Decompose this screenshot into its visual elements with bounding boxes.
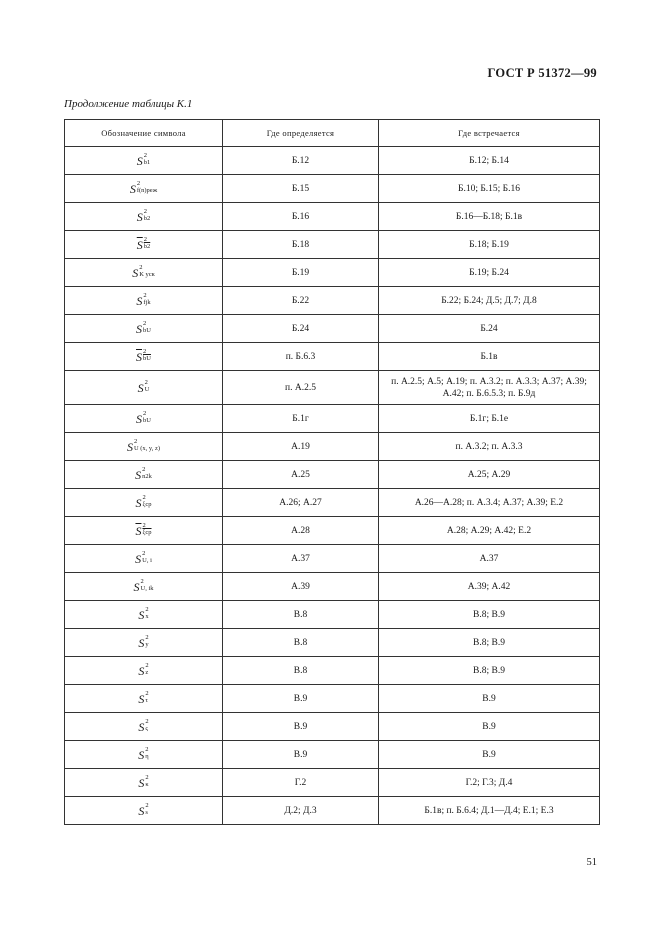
table-body	[65, 147, 600, 825]
defined-cell: Б.1г	[223, 405, 379, 433]
symbol-subscript: U, ik	[140, 584, 154, 592]
symbol-scripts	[143, 320, 151, 334]
defined-cell: В.9	[223, 685, 379, 713]
symbol-cell	[65, 231, 223, 259]
symbol-cell	[65, 371, 223, 405]
symbol-notation	[136, 291, 151, 308]
symbol-subscript: bU	[143, 326, 151, 334]
symbol-base: S	[137, 380, 144, 395]
table-row	[65, 769, 600, 797]
symbol-superscript: 2	[142, 549, 146, 557]
symbol-notation	[138, 689, 149, 706]
symbol-superscript: 2	[143, 151, 147, 159]
symbol-cell	[65, 713, 223, 741]
symbol-notation	[136, 409, 151, 426]
symbol-notation	[135, 549, 152, 566]
symbol-notation	[135, 521, 152, 538]
table-row	[65, 175, 600, 203]
symbol-base: S	[136, 209, 143, 224]
symbol-notation	[138, 801, 149, 818]
defined-cell: Б.19	[223, 259, 379, 287]
table-header-row	[65, 120, 600, 147]
defined-cell: п. Б.6.3	[223, 343, 379, 371]
defined-cell: А.28	[223, 517, 379, 545]
symbol-notation	[136, 151, 151, 168]
standard-code: ГОСТ Р 51372—99	[487, 66, 597, 80]
symbol-cell	[65, 769, 223, 797]
defined-cell: Б.15	[223, 175, 379, 203]
table-row	[65, 741, 600, 769]
symbol-superscript: 2	[144, 378, 148, 386]
symbol-cell	[65, 741, 223, 769]
symbol-subscript: x	[145, 612, 149, 620]
symbol-subscript: U	[144, 385, 150, 393]
symbol-base: S	[138, 663, 145, 678]
symbol-base: S	[133, 579, 140, 594]
symbol-subscript: s	[145, 808, 148, 816]
symbol-subscript: y	[145, 640, 149, 648]
symbol-superscript: 2	[145, 773, 149, 781]
column-header-defined: Где определяется	[223, 120, 379, 147]
symbol-notation	[136, 235, 151, 252]
symbol-cell	[65, 797, 223, 825]
table-row	[65, 259, 600, 287]
table-row	[65, 433, 600, 461]
symbol-base: S	[129, 181, 136, 196]
symbol-scripts	[145, 746, 148, 760]
symbol-cell	[65, 545, 223, 573]
table-caption: Продолжение таблицы К.1	[64, 98, 193, 110]
symbol-superscript: 2	[145, 745, 149, 753]
symbol-notation	[138, 773, 149, 790]
symbol-scripts	[144, 208, 151, 222]
symbol-notation	[138, 745, 149, 762]
defined-cell: А.39	[223, 573, 379, 601]
symbol-notation	[126, 437, 161, 454]
symbol-base: S	[138, 607, 145, 622]
symbol-cell	[65, 601, 223, 629]
symbol-subscript: fjk	[143, 298, 151, 306]
symbol-base: S	[136, 321, 143, 336]
symbol-superscript: 2	[142, 521, 146, 529]
table-row	[65, 203, 600, 231]
symbol-scripts	[142, 550, 152, 564]
used-cell: А.26—А.28; п. А.3.4; А.37; А.39; Е.2	[379, 489, 600, 517]
table-row	[65, 797, 600, 825]
symbol-base: S	[138, 719, 145, 734]
symbol-base: $\overline{S}$	[136, 349, 143, 364]
table-row	[65, 315, 600, 343]
symbol-subscript: η	[145, 752, 149, 760]
symbol-cell	[65, 657, 223, 685]
symbol-subscript: U, i	[142, 556, 152, 564]
defined-cell: Д.2; Д.3	[223, 797, 379, 825]
symbol-base: S	[138, 635, 145, 650]
defined-cell: Б.16	[223, 203, 379, 231]
symbol-scripts	[145, 690, 148, 704]
symbol-superscript: 2	[133, 437, 138, 445]
symbol-subscript: z	[145, 668, 149, 676]
symbol-subscript: ξср	[142, 528, 152, 536]
defined-cell: п. А.2.5	[223, 371, 379, 405]
symbol-superscript: 2	[145, 605, 149, 613]
table-row	[65, 343, 600, 371]
defined-cell: Б.12	[223, 147, 379, 175]
table-row	[65, 629, 600, 657]
table-row	[65, 489, 600, 517]
symbol-cell	[65, 489, 223, 517]
symbol-notation	[135, 493, 152, 510]
table-row	[65, 147, 600, 175]
symbol-superscript: 2	[145, 633, 149, 641]
used-cell: Б.22; Б.24; Д.5; Д.7; Д.8	[379, 287, 600, 315]
defined-cell: А.26; А.27	[223, 489, 379, 517]
symbol-notation	[137, 378, 150, 395]
symbol-cell	[65, 573, 223, 601]
symbol-cell	[65, 461, 223, 489]
table-row	[65, 601, 600, 629]
symbol-base: $\overline{S}$	[136, 237, 143, 252]
used-cell: А.39; А.42	[379, 573, 600, 601]
symbol-scripts	[145, 802, 148, 816]
column-header-used: Где встречается	[379, 120, 600, 147]
symbol-base: S	[126, 439, 133, 454]
symbol-subscript: bU	[143, 416, 151, 424]
symbol-superscript: 2	[140, 577, 144, 585]
table-row	[65, 573, 600, 601]
symbol-cell	[65, 287, 223, 315]
defined-cell: А.25	[223, 461, 379, 489]
symbol-base: S	[135, 551, 142, 566]
used-cell: В.9	[379, 741, 600, 769]
table-row	[65, 231, 600, 259]
symbol-superscript: 2	[145, 717, 149, 725]
page-number: 51	[586, 857, 597, 868]
symbol-base: S	[135, 495, 142, 510]
symbol-base: S	[138, 803, 145, 818]
defined-cell: В.8	[223, 601, 379, 629]
symbol-subscript: U (x, y, z)	[133, 444, 161, 452]
symbol-base: $\overline{S}$	[135, 523, 142, 538]
symbol-subscript: ς	[145, 724, 148, 732]
symbol-cell	[65, 203, 223, 231]
symbol-scripts	[143, 410, 151, 424]
symbol-cell	[65, 685, 223, 713]
symbol-scripts	[145, 662, 148, 676]
defined-cell: В.9	[223, 741, 379, 769]
used-cell: Б.16—Б.18; Б.1в	[379, 203, 600, 231]
symbol-scripts	[145, 379, 150, 393]
symbol-subscript: κ	[145, 780, 149, 788]
symbol-superscript: 2	[143, 409, 147, 417]
column-header-symbol: Обозначение символа	[65, 120, 223, 147]
symbol-notation	[138, 717, 149, 734]
symbol-base: S	[138, 691, 145, 706]
symbol-notation	[136, 207, 151, 224]
defined-cell: В.8	[223, 629, 379, 657]
symbol-cell	[65, 517, 223, 545]
used-cell: В.9	[379, 685, 600, 713]
symbol-notation	[133, 577, 154, 594]
symbol-subscript: $\overline{bU}$	[143, 354, 151, 362]
symbol-superscript: 2	[143, 291, 147, 299]
symbol-superscript: 2	[143, 207, 147, 215]
table-row	[65, 461, 600, 489]
symbol-scripts	[143, 292, 150, 306]
symbol-subscript: n2k	[142, 472, 152, 480]
symbol-superscript: 2	[143, 235, 147, 243]
symbol-scripts	[145, 774, 148, 788]
defined-cell: Г.2	[223, 769, 379, 797]
symbol-subscript: f(n)реж	[136, 186, 158, 194]
symbol-superscript: 2	[145, 689, 149, 697]
symbol-scripts	[134, 438, 160, 452]
symbol-notation	[138, 605, 149, 622]
table-row	[65, 545, 600, 573]
used-cell: Б.19; Б.24	[379, 259, 600, 287]
symbol-subscript: K уск	[139, 270, 155, 278]
symbol-cell	[65, 343, 223, 371]
symbol-cell	[65, 175, 223, 203]
used-cell: Б.10; Б.15; Б.16	[379, 175, 600, 203]
symbol-superscript: 2	[142, 493, 146, 501]
symbol-subscript: b2	[143, 242, 151, 250]
symbol-notation	[138, 661, 149, 678]
symbol-scripts	[145, 634, 148, 648]
symbol-base: S	[138, 747, 145, 762]
symbol-scripts	[141, 578, 154, 592]
table-row	[65, 657, 600, 685]
defined-cell: А.19	[223, 433, 379, 461]
table-row	[65, 287, 600, 315]
symbol-scripts	[144, 236, 151, 250]
symbol-superscript: 2	[145, 661, 149, 669]
used-cell: А.28; А.29; А.42; Е.2	[379, 517, 600, 545]
table-row	[65, 371, 600, 405]
symbol-scripts	[142, 522, 151, 536]
symbol-base: S	[138, 775, 145, 790]
symbols-table	[64, 119, 600, 825]
defined-cell: В.9	[223, 713, 379, 741]
used-cell: Б.18; Б.19	[379, 231, 600, 259]
table-row	[65, 517, 600, 545]
symbol-base: S	[136, 153, 143, 168]
defined-cell: Б.22	[223, 287, 379, 315]
symbol-scripts	[142, 466, 152, 480]
symbol-superscript: 2	[142, 465, 146, 473]
used-cell: п. А.3.2; п. А.3.3	[379, 433, 600, 461]
symbol-subscript: b2	[143, 214, 151, 222]
symbol-subscript: ξср	[142, 500, 152, 508]
symbol-cell	[65, 433, 223, 461]
symbol-cell	[65, 147, 223, 175]
symbol-notation	[129, 179, 158, 196]
used-cell: Б.1г; Б.1е	[379, 405, 600, 433]
symbol-cell	[65, 259, 223, 287]
table-row	[65, 713, 600, 741]
symbol-scripts	[143, 348, 151, 362]
symbol-scripts	[145, 606, 148, 620]
symbol-subscript: b1	[143, 158, 151, 166]
symbol-superscript: 2	[143, 347, 147, 355]
defined-cell: В.8	[223, 657, 379, 685]
defined-cell: А.37	[223, 545, 379, 573]
symbol-notation	[136, 347, 151, 364]
table-row	[65, 685, 600, 713]
used-cell: Б.12; Б.14	[379, 147, 600, 175]
used-cell: Б.1в; п. Б.6.4; Д.1—Д.4; Е.1; Е.3	[379, 797, 600, 825]
defined-cell: Б.24	[223, 315, 379, 343]
used-cell: п. А.2.5; А.5; А.19; п. А.3.2; п. А.3.3; А.37; А.39; А.42; п. Б.6.5.3; п. Б.9д	[379, 371, 600, 405]
used-cell: В.8; В.9	[379, 629, 600, 657]
table-row	[65, 405, 600, 433]
used-cell: Б.24	[379, 315, 600, 343]
used-cell: Б.1в	[379, 343, 600, 371]
used-cell: А.25; А.29	[379, 461, 600, 489]
symbol-superscript: 2	[136, 179, 141, 187]
symbol-scripts	[144, 152, 151, 166]
symbol-base: S	[136, 411, 143, 426]
symbol-scripts	[142, 494, 151, 508]
symbol-cell	[65, 405, 223, 433]
used-cell: А.37	[379, 545, 600, 573]
defined-cell: Б.18	[223, 231, 379, 259]
symbol-scripts	[139, 264, 155, 278]
symbol-superscript: 2	[145, 801, 149, 809]
used-cell: В.8; В.9	[379, 657, 600, 685]
symbol-subscript: τ	[145, 696, 148, 704]
symbol-scripts	[145, 718, 148, 732]
symbol-notation	[132, 263, 155, 280]
symbol-base: S	[136, 293, 143, 308]
symbol-superscript: 2	[139, 263, 143, 271]
symbol-notation	[138, 633, 149, 650]
symbol-base: S	[135, 467, 142, 482]
symbol-cell	[65, 629, 223, 657]
symbol-base: S	[132, 265, 139, 280]
symbol-notation	[135, 465, 152, 482]
symbol-superscript: 2	[143, 319, 147, 327]
symbol-scripts	[137, 180, 157, 194]
used-cell: В.8; В.9	[379, 601, 600, 629]
symbol-notation	[136, 319, 151, 336]
used-cell: Г.2; Г.3; Д.4	[379, 769, 600, 797]
used-cell: В.9	[379, 713, 600, 741]
symbol-cell	[65, 315, 223, 343]
